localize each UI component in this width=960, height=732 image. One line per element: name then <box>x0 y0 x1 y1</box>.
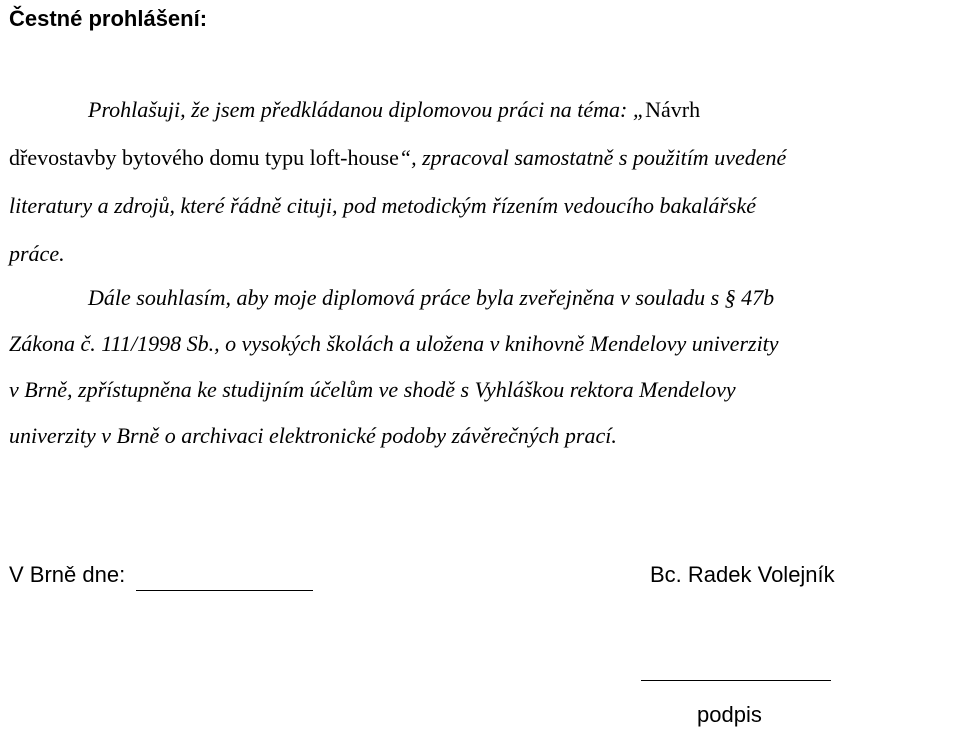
paragraph-1-line-2 <box>9 144 786 172</box>
paragraph-1-line-1 <box>88 96 700 124</box>
declaration-intro: Prohlašuji, že jsem předkládanou diplomovou práci na téma: „ <box>88 97 646 122</box>
date-blank-line <box>136 590 313 591</box>
paragraph-2-line-1: Dále souhlasím, aby moje diplomová práce byla zveřejněna v souladu s § 47b <box>88 285 775 310</box>
paragraph-2-line-3: v Brně, zpřístupněna ke studijním účelům ve shodě s Vyhláškou rektora Mendelovy <box>9 377 736 402</box>
paragraph-2-line-2: Zákona č. 111/1998 Sb., o vysokých školách a uložena v knihovně Mendelovy univerzity <box>9 331 779 356</box>
declaration-continuation: “, zpracoval samostatně s použitím uvedené <box>398 145 787 170</box>
signature-label: podpis <box>697 702 762 727</box>
signature-line <box>641 680 831 681</box>
page-title: Čestné prohlášení: <box>9 6 208 31</box>
signer-name: Bc. Radek Volejník <box>650 562 835 587</box>
paragraph-1-line-3: literatury a zdrojů, které řádně cituji, pod metodickým řízením vedoucího bakalářské <box>9 193 757 218</box>
thesis-title-start: Návrh <box>645 97 701 122</box>
thesis-title-end: dřevostavby bytového domu typu loft-house <box>9 145 399 170</box>
paragraph-1-line-4: práce. <box>9 241 65 266</box>
place-date-label: V Brně dne: <box>9 562 126 587</box>
paragraph-2-line-4: univerzity v Brně o archivaci elektronické podoby závěrečných prací. <box>9 423 617 448</box>
